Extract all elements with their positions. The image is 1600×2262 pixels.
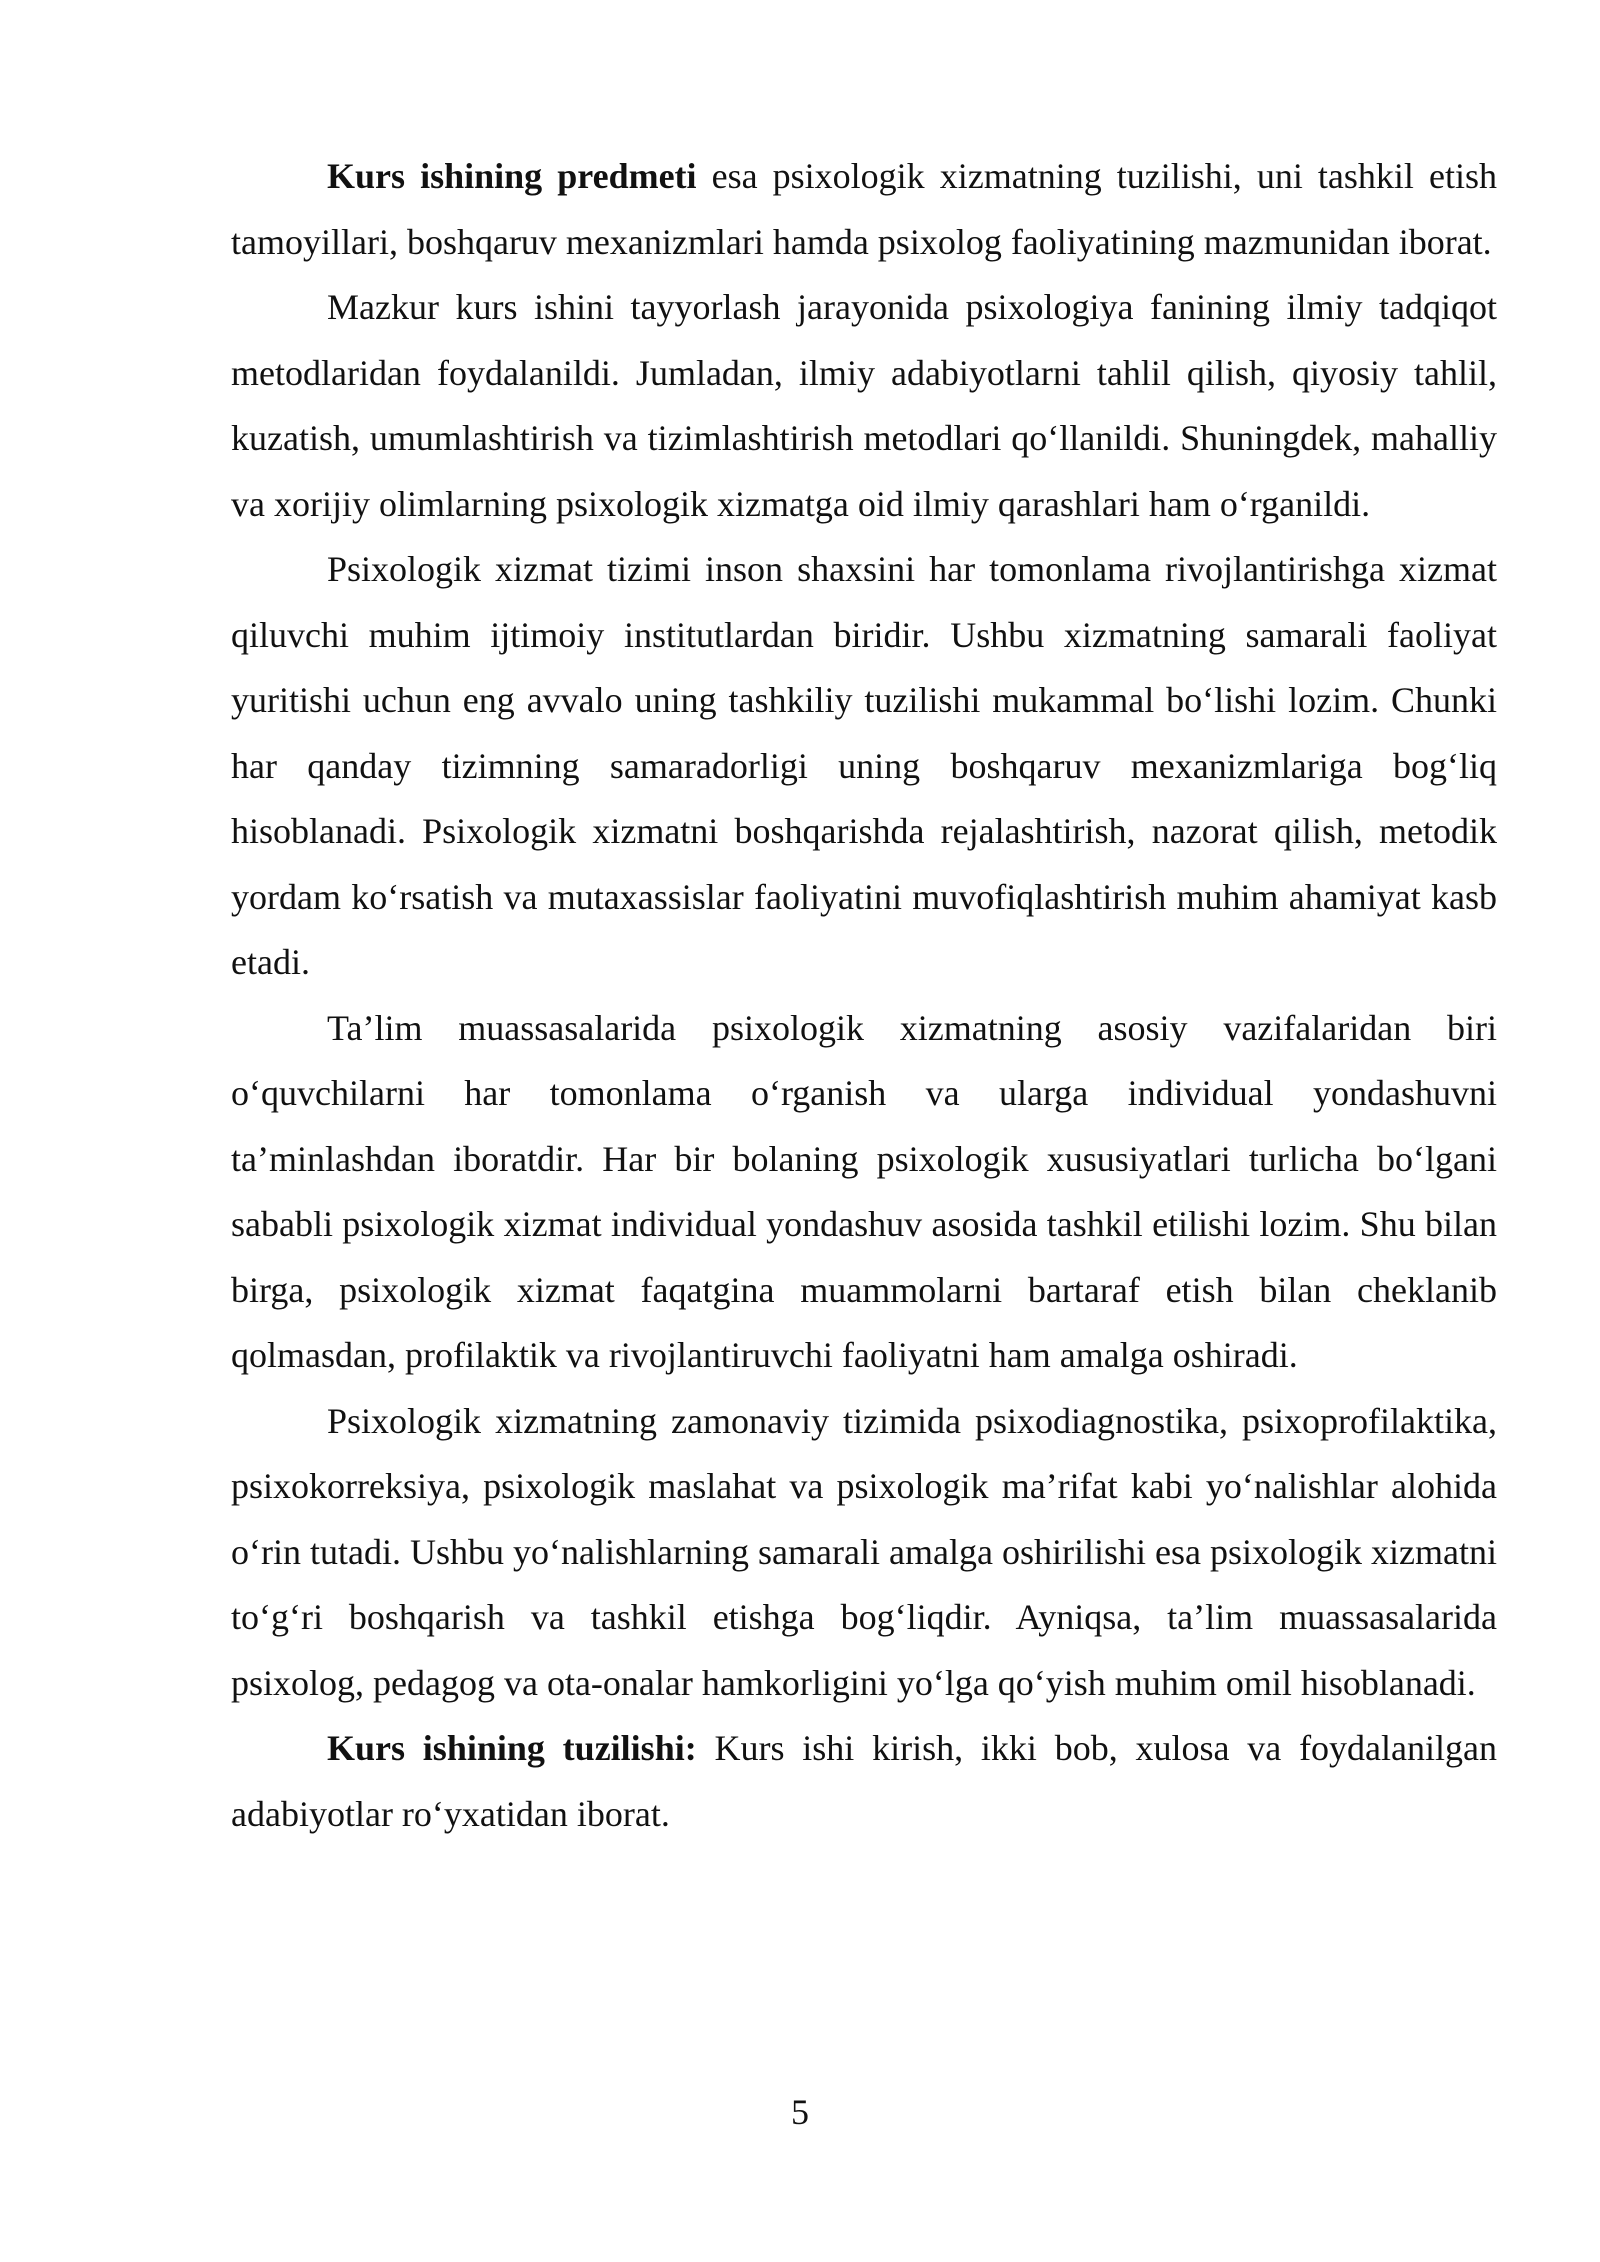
paragraph-modern-system bbox=[231, 1389, 1497, 1717]
paragraph-service-system bbox=[231, 537, 1497, 996]
paragraph-structure-heading: Kurs ishining tuzilishi: bbox=[327, 1728, 697, 1768]
paragraph-structure-text: Kurs ishi kirish, ikki bob, xulosa va foydalanilgan adabiyotlar ro‘yxatidan iborat. bbox=[231, 1728, 1497, 1834]
paragraph-subject bbox=[231, 144, 1497, 275]
paragraph-service-system-text: Psixologik xizmat tizimi inson shaxsini har tomonlama rivojlantirishga xizmat qiluvchi muhim ijtimoiy institutlardan biridir. Ushbu xizmatning samarali faoliyat yuritishi uchun eng avvalo uning tashkiliy tuzilishi mukammal bo‘lishi lozim. Chunki har qanday tizimning samaradorligi uning boshqaruv mexanizmlariga bog‘liq hisoblanadi. Psixologik xizmatni boshqarishda rejalashtirish, nazorat qilish, metodik yordam ko‘rsatish va mutaxassislar faoliyatini muvofiqlashtirish muhim ahamiyat kasb etadi. bbox=[231, 549, 1497, 982]
paragraph-education-text: Ta’lim muassasalarida psixologik xizmatning asosiy vazifalaridan biri o‘quvchilarni har tomonlama o‘rganish va ularga individual yondashuvni ta’minlashdan iboratdir. Har bir bolaning psixologik xususiyatlari turlicha bo‘lgani sababli psixologik xizmat individual yondashuv asosida tashkil etilishi lozim. Shu bilan birga, psixologik xizmat faqatgina muammolarni bartaraf etish bilan cheklanib qolmasdan, profilaktik va rivojlantiruvchi faoliyatni ham amalga oshiradi. bbox=[231, 1007, 1497, 1375]
page-number: 5 bbox=[791, 2092, 809, 2132]
paragraph-methods-text: Mazkur kurs ishini tayyorlash jarayonida psixologiya fanining ilmiy tadqiqot metodlaridan foydalanildi. Jumladan, ilmiy adabiyotlarni tahlil qilish, qiyosiy tahlil, kuzatish, umumlashtirish va tizimlashtirish metodlari qo‘llanildi. Shuningdek, mahalliy va xorijiy olimlarning psixologik xizmatga oid ilmiy qarashlari ham o‘rganildi. bbox=[231, 287, 1497, 524]
paragraph-modern-system-text: Psixologik xizmatning zamonaviy tizimida psixodiagnostika, psixoprofilaktika, psixokorreksiya, psixologik maslahat va psixologik ma’rifat kabi yo‘nalishlar alohida o‘rin tutadi. Ushbu yo‘nalishlarning samarali amalga oshirilishi esa psixologik xizmatni to‘g‘ri boshqarish va tashkil etishga bog‘liqdir. Ayniqsa, ta’lim muassasalarida psixolog, pedagog va ota-onalar hamkorligini yo‘lga qo‘yish muhim omil hisoblanadi. bbox=[231, 1400, 1497, 1703]
body-text bbox=[231, 144, 1497, 1847]
paragraph-education bbox=[231, 996, 1497, 1389]
paragraph-methods bbox=[231, 275, 1497, 537]
paragraph-subject-text: esa psixologik xizmatning tuzilishi, uni tashkil etish tamoyillari, boshqaruv mexanizmlari hamda psixolog faoliyatining mazmunidan iborat. bbox=[231, 156, 1497, 262]
paragraph-structure bbox=[231, 1716, 1497, 1847]
paragraph-subject-heading: Kurs ishining predmeti bbox=[327, 156, 697, 196]
